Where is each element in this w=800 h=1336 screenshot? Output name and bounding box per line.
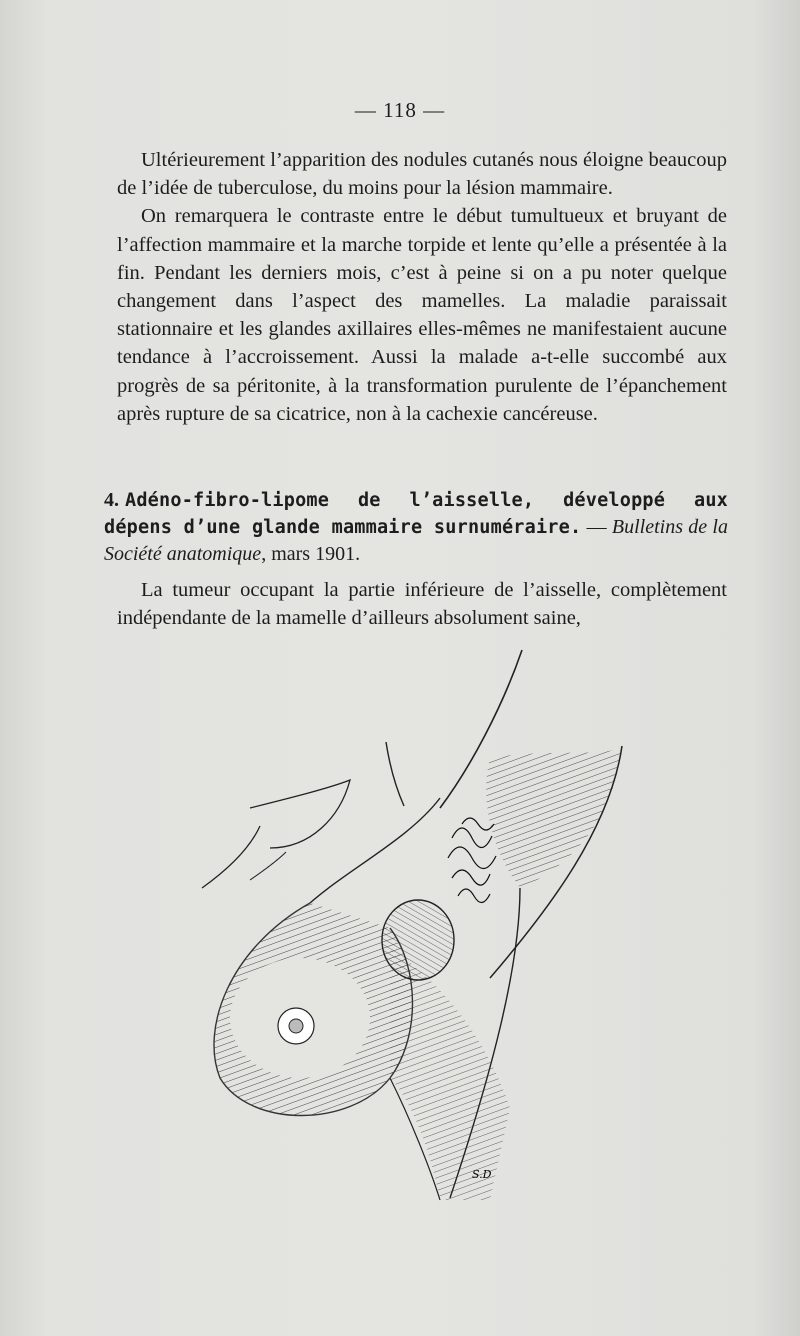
figure-illustration — [190, 648, 670, 1208]
axillary-hair — [448, 818, 496, 903]
body-text-continued — [117, 576, 727, 632]
bibliography-item-4 — [104, 487, 728, 567]
page-number: — 118 — — [354, 98, 446, 122]
item-separator: — — [586, 516, 607, 538]
paragraph-1: Ultérieurement l’apparition des nodules cutanés nous éloigne beaucoup de l’idée de tuberculose, du moins pour la lésion mammaire. — [117, 149, 727, 200]
item-heading — [104, 487, 728, 567]
item-title: Adéno-fibro-lipome de l’aisselle, développé aux dépens d’une glande mammaire surnuméraire. — [104, 490, 728, 538]
item-journal: Bulletins de la Société anatomique — [104, 516, 728, 565]
paragraph-3: La tumeur occupant la partie inférieure de l’aisselle, complètement indépendante de la mamelle d’ailleurs absolument saine, — [117, 579, 727, 630]
anatomical-figure — [190, 648, 670, 1208]
item-number: 4. — [104, 489, 119, 511]
body-text — [117, 146, 727, 428]
item-date: , mars 1901. — [261, 543, 361, 565]
figure-signature: S.D — [472, 1168, 492, 1181]
paragraph-2: On remarquera le contraste entre le début tumultueux et bruyant de l’affection mammaire et la marche torpide et lente qu’elle a présentée à la fin. Pendant les derniers mois, c’est à peine si on a pu noter quelque changement dans l’aspect des mamelles. La maladie paraissait stationnaire et les glandes axillaires elles-mêmes ne manifestaient aucune tendance à l’accroissement. Aussi la malade a-t-elle succombé aux progrès de sa péritonite, à la transformation purulente de l’épanchement après rupture de sa cicatrice, non à la cachexie cancéreuse. — [117, 205, 727, 425]
